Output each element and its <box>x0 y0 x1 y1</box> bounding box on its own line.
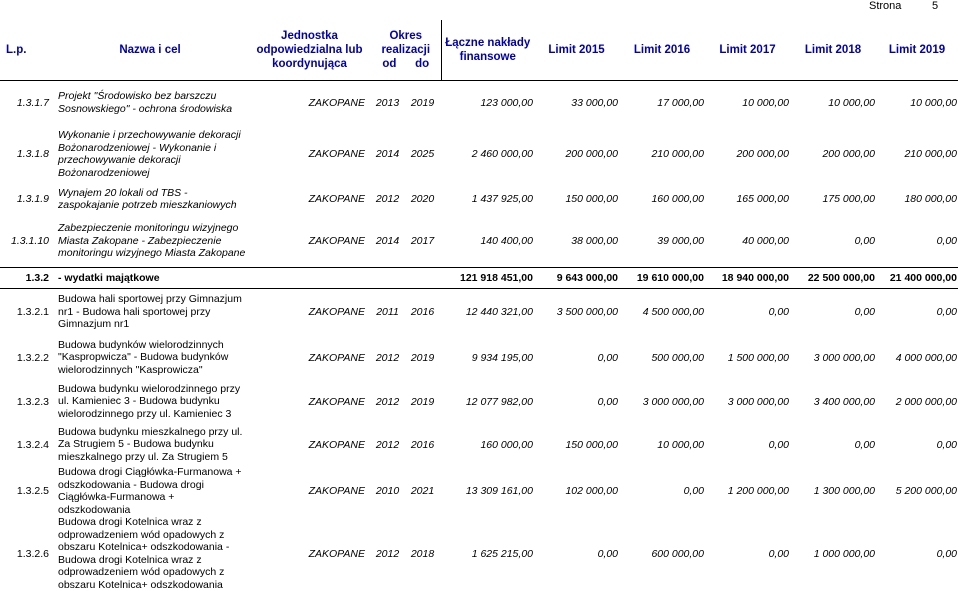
row-limit-2019: 0,00 <box>936 234 957 247</box>
summary-limit-2018: 22 500 000,00 <box>790 267 876 288</box>
header-row <box>0 20 958 80</box>
row-limit-2017: 3 000 000,00 <box>727 395 789 408</box>
row-code: 1.3.2.5 <box>16 485 49 497</box>
header-period-line2: realizacji <box>381 43 431 56</box>
header-name: Nazwa i cel <box>52 20 248 80</box>
row-total: 1 437 925,00 <box>471 193 533 205</box>
row-limit-2018: 3 000 000,00 <box>813 351 875 364</box>
header-limit-2019: Limit 2019 <box>876 20 958 80</box>
row-limit-2015: 38 000,00 <box>571 234 618 247</box>
row-limit-2018: 200 000,00 <box>822 148 875 160</box>
row-limit-2018: 1 000 000,00 <box>813 547 875 560</box>
row-code: 1.3.2.4 <box>16 438 49 451</box>
header-period-fromto <box>373 57 439 71</box>
row-unit: ZAKOPANE <box>308 351 365 364</box>
row-unit: ZAKOPANE <box>308 305 365 318</box>
summary-limit-2015: 9 643 000,00 <box>534 267 619 288</box>
row-code: 1.3.1.8 <box>16 148 49 160</box>
row-limit-2015: 0,00 <box>597 395 618 408</box>
header-total-line2: finansowe <box>459 50 516 63</box>
page-label: Strona <box>869 0 902 12</box>
header-unit <box>248 20 371 80</box>
table-row <box>0 335 958 380</box>
row-name: Zabezpieczenie monitoringu wizyjnego Miasta Zakopane - Zabezpieczenie monitoringu wizyjnego Miasta Zakopane <box>58 222 246 259</box>
row-limit-2016: 500 000,00 <box>651 351 704 364</box>
financial-table <box>0 20 958 591</box>
header-period-line1: Okres <box>389 29 423 42</box>
row-limit-2016: 0,00 <box>683 485 704 497</box>
row-limit-2019: 210 000,00 <box>904 148 957 160</box>
row-limit-2017: 0,00 <box>768 547 789 560</box>
row-from: 2013 <box>375 96 400 109</box>
row-to: 2021 <box>410 485 435 497</box>
header-limit-2016: Limit 2016 <box>619 20 705 80</box>
row-code: 1.3.2.1 <box>16 305 49 318</box>
row-limit-2015: 150 000,00 <box>565 193 618 205</box>
row-name: Wykonanie i przechowywanie dekoracji Bożonarodzeniowej - Wykonanie i przechowywanie dekoracji Bożonarodzeniowej <box>58 129 241 179</box>
row-from: 2012 <box>375 193 400 205</box>
row-from: 2012 <box>375 351 400 364</box>
table-row <box>0 80 958 125</box>
row-limit-2018: 0,00 <box>854 234 875 247</box>
row-total: 12 077 982,00 <box>465 395 533 408</box>
row-to: 2016 <box>410 438 435 451</box>
row-limit-2019: 180 000,00 <box>904 193 957 205</box>
row-limit-2017: 1 500 000,00 <box>727 351 789 364</box>
row-limit-2016: 210 000,00 <box>651 148 704 160</box>
row-limit-2016: 160 000,00 <box>651 193 704 205</box>
row-limit-2019: 0,00 <box>936 547 957 560</box>
row-limit-2019: 2 000 000,00 <box>895 395 957 408</box>
row-name: Budowa hali sportowej przy Gimnazjum nr1 - Budowa hali sportowej przy Gimnazjum nr1 <box>58 293 242 330</box>
row-limit-2016: 17 000,00 <box>657 96 704 109</box>
row-limit-2018: 0,00 <box>854 305 875 318</box>
row-limit-2017: 0,00 <box>768 438 789 451</box>
row-limit-2019: 0,00 <box>936 305 957 318</box>
table-row <box>0 466 958 516</box>
row-code: 1.3.1.7 <box>16 96 49 109</box>
header-total <box>441 20 534 80</box>
header-unit-line2: odpowiedzialna lub <box>256 43 363 56</box>
row-unit: ZAKOPANE <box>308 485 365 497</box>
row-limit-2019: 5 200 000,00 <box>895 485 957 497</box>
row-limit-2019: 0,00 <box>936 438 957 451</box>
header-limit-2018: Limit 2018 <box>790 20 876 80</box>
row-unit: ZAKOPANE <box>308 148 365 160</box>
row-limit-2018: 0,00 <box>854 438 875 451</box>
table-row <box>0 215 958 267</box>
row-limit-2016: 39 000,00 <box>657 234 704 247</box>
header-lp: L.p. <box>0 20 52 80</box>
row-name: Wynajem 20 lokali od TBS - zaspokajanie potrzeb mieszkaniowych <box>58 186 237 211</box>
row-to: 2019 <box>410 96 435 109</box>
summary-limit-2017: 18 940 000,00 <box>705 267 790 288</box>
table-row <box>0 288 958 335</box>
summary-total: 121 918 451,00 <box>441 267 534 288</box>
row-limit-2017: 0,00 <box>768 305 789 318</box>
row-total: 160 000,00 <box>480 438 533 451</box>
row-limit-2016: 3 000 000,00 <box>642 395 704 408</box>
row-from: 2012 <box>375 395 400 408</box>
page-header <box>0 0 960 16</box>
header-limit-2015: Limit 2015 <box>534 20 619 80</box>
summary-limit-2016: 19 610 000,00 <box>619 267 705 288</box>
row-limit-2018: 1 300 000,00 <box>813 485 875 497</box>
row-limit-2015: 102 000,00 <box>565 485 618 497</box>
row-limit-2015: 0,00 <box>597 547 618 560</box>
row-from: 2011 <box>376 305 399 318</box>
header-period <box>371 20 441 80</box>
row-name: Budowa budynków wielorodzinnych "Kaspropwicza" - Budowa budynków wielorodzinnych "Kasprowicza" <box>58 338 229 376</box>
row-code: 1.3.1.9 <box>16 193 49 205</box>
row-unit: ZAKOPANE <box>308 96 365 109</box>
header-unit-line1: Jednostka <box>281 29 338 42</box>
row-total: 140 400,00 <box>480 234 533 247</box>
row-code: 1.3.2.6 <box>16 547 49 560</box>
row-limit-2017: 40 000,00 <box>742 234 789 247</box>
row-to: 2019 <box>410 351 435 364</box>
row-from: 2014 <box>375 148 400 160</box>
row-total: 13 309 161,00 <box>465 485 533 497</box>
row-to: 2020 <box>410 193 435 205</box>
header-limit-2017: Limit 2017 <box>705 20 790 80</box>
row-to: 2017 <box>410 234 435 247</box>
row-limit-2015: 0,00 <box>597 351 618 364</box>
row-limit-2019: 10 000,00 <box>910 96 957 109</box>
header-to: do <box>415 57 430 70</box>
row-limit-2018: 10 000,00 <box>828 96 875 109</box>
row-from: 2014 <box>375 234 400 247</box>
row-to: 2016 <box>410 305 435 318</box>
row-limit-2017: 1 200 000,00 <box>727 485 789 497</box>
summary-code: 1.3.2 <box>0 267 52 288</box>
summary-name: - wydatki majątkowe <box>52 267 441 288</box>
row-from: 2012 <box>375 547 400 560</box>
row-total: 123 000,00 <box>480 96 533 109</box>
row-limit-2015: 3 500 000,00 <box>556 305 618 318</box>
page-number: 5 <box>932 0 939 12</box>
row-name: Budowa drogi Ciągłówka-Furmanowa + odszkodowania - Budowa drogi Ciągłówka-Furmanowa + odszkodowania <box>58 466 242 516</box>
table-row <box>0 516 958 591</box>
row-unit: ZAKOPANE <box>308 193 365 205</box>
row-code: 1.3.2.2 <box>16 351 49 364</box>
row-limit-2015: 33 000,00 <box>571 96 618 109</box>
row-limit-2018: 3 400 000,00 <box>813 395 875 408</box>
row-to: 2019 <box>410 395 435 408</box>
row-limit-2017: 10 000,00 <box>742 96 789 109</box>
row-unit: ZAKOPANE <box>308 547 365 560</box>
table-row <box>0 423 958 466</box>
header-from: od <box>382 57 397 70</box>
summary-row <box>0 267 958 288</box>
row-unit: ZAKOPANE <box>308 438 365 451</box>
row-code: 1.3.2.3 <box>16 395 49 408</box>
row-from: 2012 <box>375 438 400 451</box>
row-limit-2016: 4 500 000,00 <box>642 305 704 318</box>
header-unit-line3: koordynująca <box>272 57 347 70</box>
row-unit: ZAKOPANE <box>308 395 365 408</box>
header-total-line1: Łączne nakłady <box>445 36 531 49</box>
row-total: 1 625 215,00 <box>471 547 533 560</box>
row-from: 2010 <box>375 485 400 497</box>
row-limit-2015: 150 000,00 <box>565 438 618 451</box>
row-limit-2015: 200 000,00 <box>565 148 618 160</box>
table-row <box>0 380 958 423</box>
row-to: 2018 <box>410 547 435 560</box>
row-name: Budowa budynku wielorodzinnego przy ul. Kamieniec 3 - Budowa budynku wielorodzinnego przy ul. Kamieniec 3 <box>58 382 241 420</box>
row-limit-2017: 165 000,00 <box>736 193 789 205</box>
row-limit-2017: 200 000,00 <box>736 148 789 160</box>
row-limit-2019: 4 000 000,00 <box>895 351 957 364</box>
row-to: 2025 <box>410 148 435 160</box>
row-code: 1.3.1.10 <box>11 234 49 247</box>
table-row <box>0 183 958 215</box>
row-name: Projekt "Środowisko bez barszczu Sosnowskiego" - ochrona środowiska <box>58 90 233 115</box>
row-limit-2018: 175 000,00 <box>822 193 875 205</box>
table-row <box>0 125 958 183</box>
row-total: 2 460 000,00 <box>471 148 533 160</box>
row-limit-2016: 600 000,00 <box>651 547 704 560</box>
row-unit: ZAKOPANE <box>308 234 365 247</box>
row-total: 9 934 195,00 <box>471 351 533 364</box>
row-name: Budowa drogi Kotelnica wraz z odprowadzeniem wód opadowych z obszaru Kotelnica+ odszkodowania - Budowa drogi Kotelnica wraz z odprowadzeniem wód opadowych z obszaru Kotelnica+ odszkodowania <box>58 516 230 591</box>
row-name: Budowa budynku mieszkalnego przy ul. Za Strugiem 5 - Budowa budynku mieszkalnego przy ul. Za Strugiem 5 <box>58 425 243 463</box>
row-limit-2016: 10 000,00 <box>657 438 704 451</box>
summary-limit-2019: 21 400 000,00 <box>876 267 958 288</box>
row-total: 12 440 321,00 <box>465 305 533 318</box>
